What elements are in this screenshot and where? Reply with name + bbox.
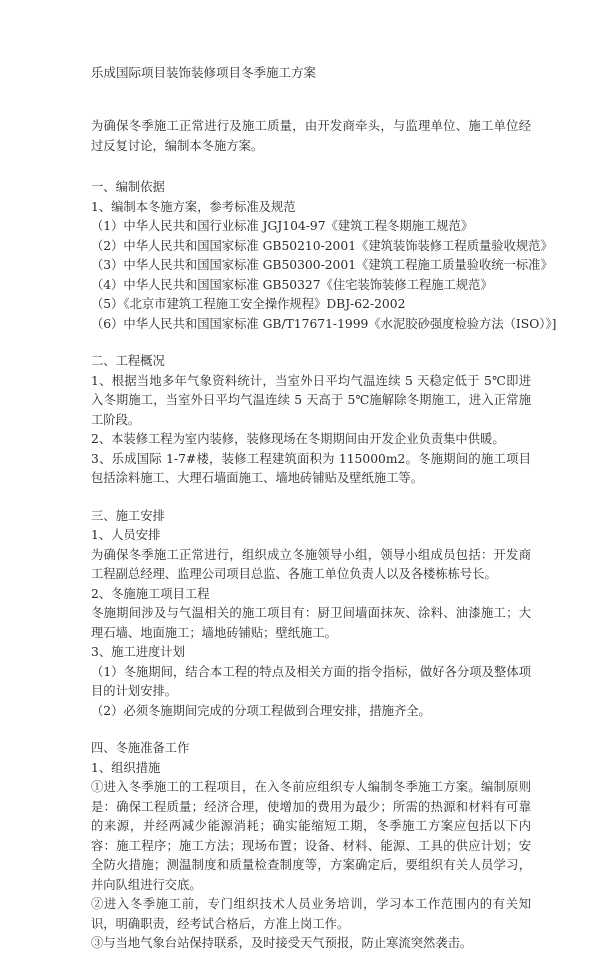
reference-item: （3）中华人民共和国国家标准 GB50300-2001《建筑工程施工质量验收统一标准》 [91,258,553,272]
spacer [91,156,531,178]
section-3-sub-1: 1、人员安排 [91,528,161,542]
section-4-heading: 四、冬施准备工作 [91,741,190,755]
section-3-sub-2-text: 冬施期间涉及与气温相关的施工项目有：厨卫间墙面抹灰、涂料、油漆施工；大理石墙、地面施工；墙地砖铺贴；壁纸施工。 [91,606,531,640]
section-2-heading: 二、工程概况 [91,354,165,368]
section-3-sub-2: 2、冬施施工项目工程 [91,586,210,601]
spacer [91,334,531,352]
section-3-sub-3-paragraph-2: （2）必须冬施期间完成的分项工程做到合理安排，措施齐全。 [91,703,431,718]
section-2-paragraph-1: 1、根据当地多年气象资料统计，当室外日平均气温连续 5 天稳定低于 5℃即进入冬期施工，当室外日平均气温连续 5 天高于 5℃施解除冬期施工，进入正常施工阶段。 [91,373,531,427]
section-3-sub-1-text: 为确保冬季施工正常进行，组织成立冬施领导小组，领导小组成员包括：开发商工程副总经理、监理公司项目总监、各施工单位负责人以及各楼栋栋号长。 [91,547,531,581]
section-4-sub-1: 1、组织措施 [91,760,161,775]
section-3-heading: 三、施工安排 [91,508,165,523]
reference-list [91,217,557,334]
reference-item: （6）中华人民共和国国家标准 GB/T17671-1999《水泥胶砂强度检验方法（ISO）》] [91,316,557,331]
document-title: 乐成国际项目装饰装修项目冬季施工方案 [91,65,317,80]
section-1-heading: 一、编制依据 [91,180,165,194]
section-3-sub-3: 3、施工进度计划 [91,645,185,659]
section-1-item-1: 1、编制本冬施方案，参考标准及规范 [91,199,296,214]
section-4-paragraph-2: ②进入冬季施工前，专门组织技术人员业务培训，学习本工作范围内的有关知识，明确职责，经考试合格后，方准上岗工作。 [91,897,531,931]
reference-item: （4）中华人民共和国国家标准 GB50327《住宅装饰装修工程施工规范》 [91,277,493,292]
section-4-paragraph-3: ③与当地气象台站保持联系，及时接受天气预报，防止寒流突然袭击。 [91,936,473,950]
spacer [91,489,531,507]
reference-item: （2）中华人民共和国国家标准 GB50210-2001《建筑装饰装修工程质量验收规范》 [91,238,553,253]
document-body [91,117,557,954]
section-3-sub-3-paragraph-1: （1）冬施期间，结合本工程的特点及相关方面的指令指标，做好各分项及整体项目的计划安排。 [91,664,531,698]
section-2-paragraph-2: 2、本装修工程为室内装修，装修现场在冬期期间由开发企业负责集中供暖。 [91,432,505,446]
reference-item: （1）中华人民共和国行业标准 JGJ104-97《建筑工程冬期施工规范》 [91,219,474,233]
intro-paragraph: 为确保冬季施工正常进行及施工质量，由开发商牵头，与监理单位、施工单位经过反复讨论，编制本冬施方案。 [91,119,531,153]
section-2-paragraph-3: 3、乐成国际 1-7#楼，装修工程建筑面积为 115000m2。冬施期间的施工项目包括涂料施工、大理石墙面施工、墙地砖铺贴及壁纸施工等。 [91,451,531,485]
section-4-paragraph-1: ①进入冬季施工的工程项目，在入冬前应组织专人编制冬季施工方案。编制原则是：确保工程质量；经济合理，使增加的费用为最少；所需的热源和材料有可靠的来源，并经两减少能源消耗；确实能缩短工期，冬季施工方案应包括以下内容：施工程序；施工方法；现场布置；设备、材料、能源、工具的供应计划；安全防火措施；测温制度和质量检查制度等，方案确定后，要组织有关人员学习，并向队组进行交底。 [91,780,531,892]
reference-item: （5）《北京市建筑工程施工安全操作规程》DBJ-62-2002 [91,297,406,311]
spacer [91,721,531,739]
